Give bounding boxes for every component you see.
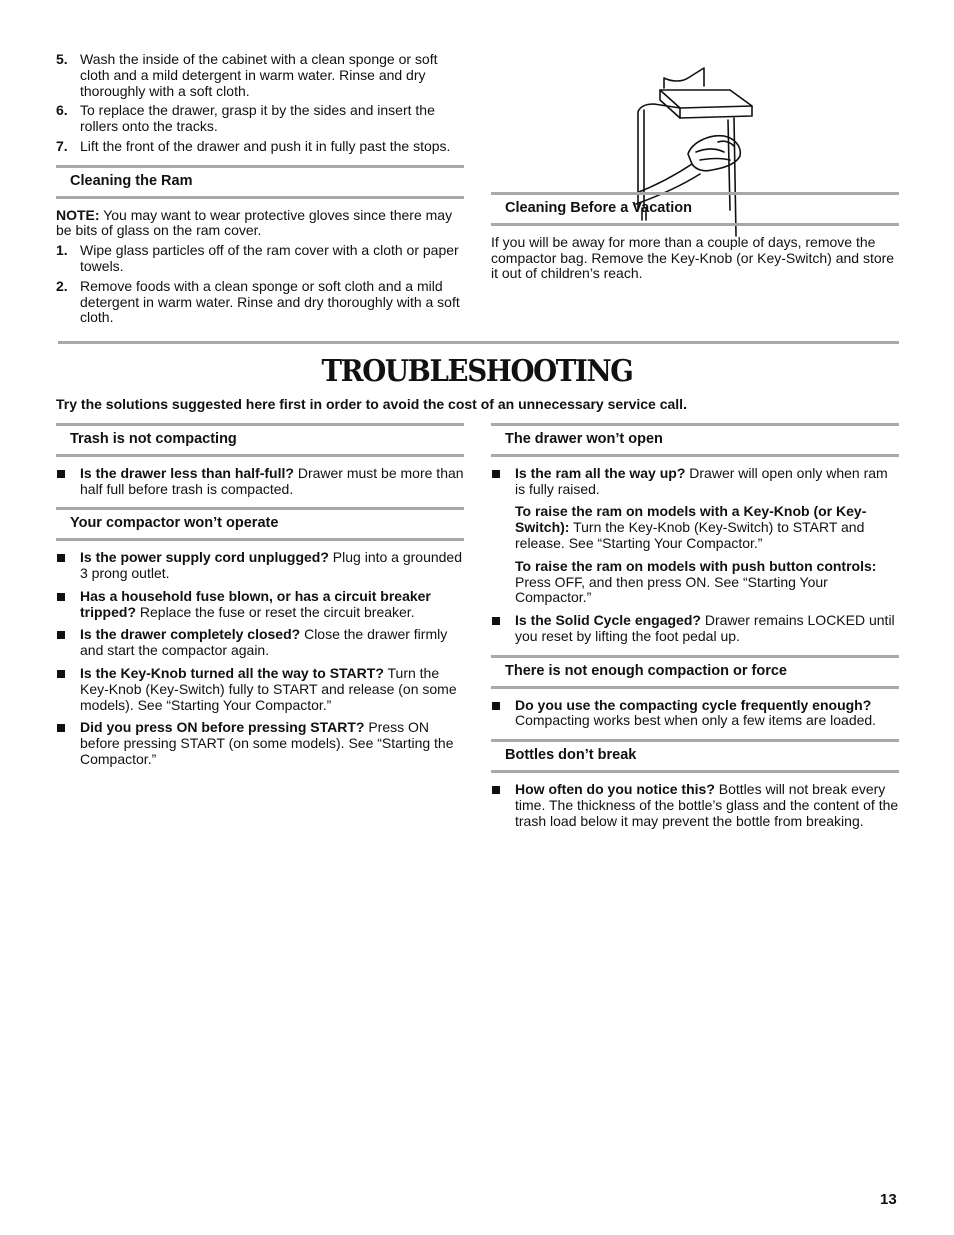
list-item (56, 627, 464, 659)
bullet-square-icon (57, 593, 65, 601)
list-item (56, 103, 464, 135)
answer: Drawer must be more than half full before trash is compacted. (80, 464, 464, 497)
section-heading: Bottles don’t break (491, 739, 899, 773)
section-heading: The drawer won’t open (491, 423, 899, 457)
answer: Compacting works best when only a few items are loaded. (515, 712, 877, 729)
answer: Bottles will not break every time. The thickness of the bottle’s glass and the content of the trash load below it may prevent the bottle from breaking. (515, 780, 899, 829)
step-text: Remove foods with a clean sponge or soft cloth and a mild detergent in warm water. Rinse and dry thoroughly with a soft cloth. (80, 277, 460, 326)
step-number: 7. (56, 137, 68, 154)
bullet-square-icon (492, 617, 500, 625)
list-item (56, 720, 464, 767)
question: Is the ram all the way up? (515, 464, 686, 481)
answer: Drawer will open only when ram is fully raised. (515, 464, 888, 497)
answer: Plug into a grounded 3 prong outlet. (80, 549, 463, 581)
question: Did you press ON before pressing START? (80, 719, 365, 736)
bullet-square-icon (492, 786, 500, 794)
section-divider (58, 341, 899, 344)
issue-list (56, 466, 464, 498)
sub-instruction (491, 559, 899, 606)
question: Is the Solid Cycle engaged? (515, 612, 701, 629)
list-item (56, 279, 464, 326)
answer: Replace the fuse or reset the circuit breaker. (136, 603, 415, 620)
sub-answer: Turn the Key-Knob (Key-Switch) to START and release. See “Starting Your Compactor.” (515, 519, 865, 551)
step-text: Lift the front of the drawer and push it in fully past the stops. (80, 137, 451, 154)
list-item (56, 550, 464, 582)
step-number: 2. (56, 277, 68, 294)
list-item (56, 139, 464, 155)
issue-list (491, 613, 899, 645)
answer: Turn the Key-Knob (Key-Switch) fully to START and release (on some models). See “Starting Your Compactor.” (80, 664, 457, 713)
step-number: 6. (56, 102, 68, 119)
list-item (491, 698, 899, 730)
bullet-square-icon (57, 631, 65, 639)
cleaning-steps-list (56, 52, 464, 155)
bullet-square-icon (57, 670, 65, 678)
page-title: TROUBLESHOOTING (321, 354, 633, 389)
top-left-column (56, 52, 464, 330)
top-right-column (491, 182, 899, 282)
sub-instruction (491, 504, 899, 551)
list-item (56, 52, 464, 99)
sub-answer: Press OFF, and then press ON. See “Starting Your Compactor.” (515, 573, 828, 606)
list-item (56, 466, 464, 498)
question: Is the drawer completely closed? (80, 626, 301, 643)
section-heading: Trash is not compacting (56, 423, 464, 457)
issue-list (491, 466, 899, 498)
bullet-square-icon (57, 554, 65, 562)
step-number: 1. (56, 242, 68, 259)
step-text: Wipe glass particles off of the ram cover with a cloth or paper towels. (80, 242, 459, 274)
bullet-square-icon (57, 724, 65, 732)
question: Has a household fuse blown, or has a circuit breaker tripped? (80, 587, 431, 620)
sub-question: To raise the ram on models with push button controls: (515, 557, 877, 574)
list-item (491, 782, 899, 829)
issue-list (491, 698, 899, 730)
list-item (491, 613, 899, 645)
bullet-square-icon (492, 702, 500, 710)
ram-steps-list (56, 243, 464, 326)
step-number: 5. (56, 51, 68, 67)
list-item (56, 666, 464, 713)
question: Is the drawer less than half-full? (80, 464, 294, 481)
note-label: NOTE: (56, 206, 100, 223)
question: Is the Key-Knob turned all the way to START? (80, 664, 384, 681)
page-number: 13 (880, 1191, 897, 1208)
answer: Press ON before pressing START (on some models). See “Starting the Compactor.” (80, 719, 454, 767)
troubleshooting-left-column (56, 423, 464, 775)
section-heading: Your compactor won’t operate (56, 507, 464, 541)
question: How often do you notice this? (515, 780, 715, 797)
question: Do you use the compacting cycle frequently enough? (515, 696, 872, 713)
step-text: Wash the inside of the cabinet with a clean sponge or soft cloth and a mild detergent in warm water. Rinse and dry thoroughly with a soft cloth. (80, 51, 438, 99)
issue-list (491, 782, 899, 829)
list-item (56, 243, 464, 275)
step-text: To replace the drawer, grasp it by the sides and insert the rollers onto the tracks. (80, 102, 435, 135)
issue-list (56, 550, 464, 768)
sub-question: To raise the ram on models with a Key-Knob (or Key-Switch): (515, 503, 867, 536)
question: Is the power supply cord unplugged? (80, 549, 329, 566)
list-item (491, 466, 899, 498)
answer: Drawer remains LOCKED until you reset by lifting the foot pedal up. (515, 612, 895, 644)
bullet-square-icon (57, 470, 65, 478)
note-text: You may want to wear protective gloves since there may be bits of glass on the ram cover. (56, 206, 453, 239)
cleaning-ram-heading: Cleaning the Ram (56, 165, 464, 199)
list-item (56, 589, 464, 621)
intro-text: Try the solutions suggested here first in order to avoid the cost of an unnecessary service call. (56, 396, 687, 412)
section-heading: There is not enough compaction or force (491, 655, 899, 689)
vacation-text: If you will be away for more than a couple of days, remove the compactor bag. Remove the Key-Knob (or Key-Switch) and store it out of children’s reach. (491, 233, 895, 282)
troubleshooting-right-column (491, 423, 899, 836)
bullet-square-icon (492, 470, 500, 478)
answer: Close the drawer firmly and start the compactor again. (80, 626, 448, 659)
note-paragraph (56, 208, 464, 240)
vacation-heading: Cleaning Before a Vacation (491, 192, 899, 226)
